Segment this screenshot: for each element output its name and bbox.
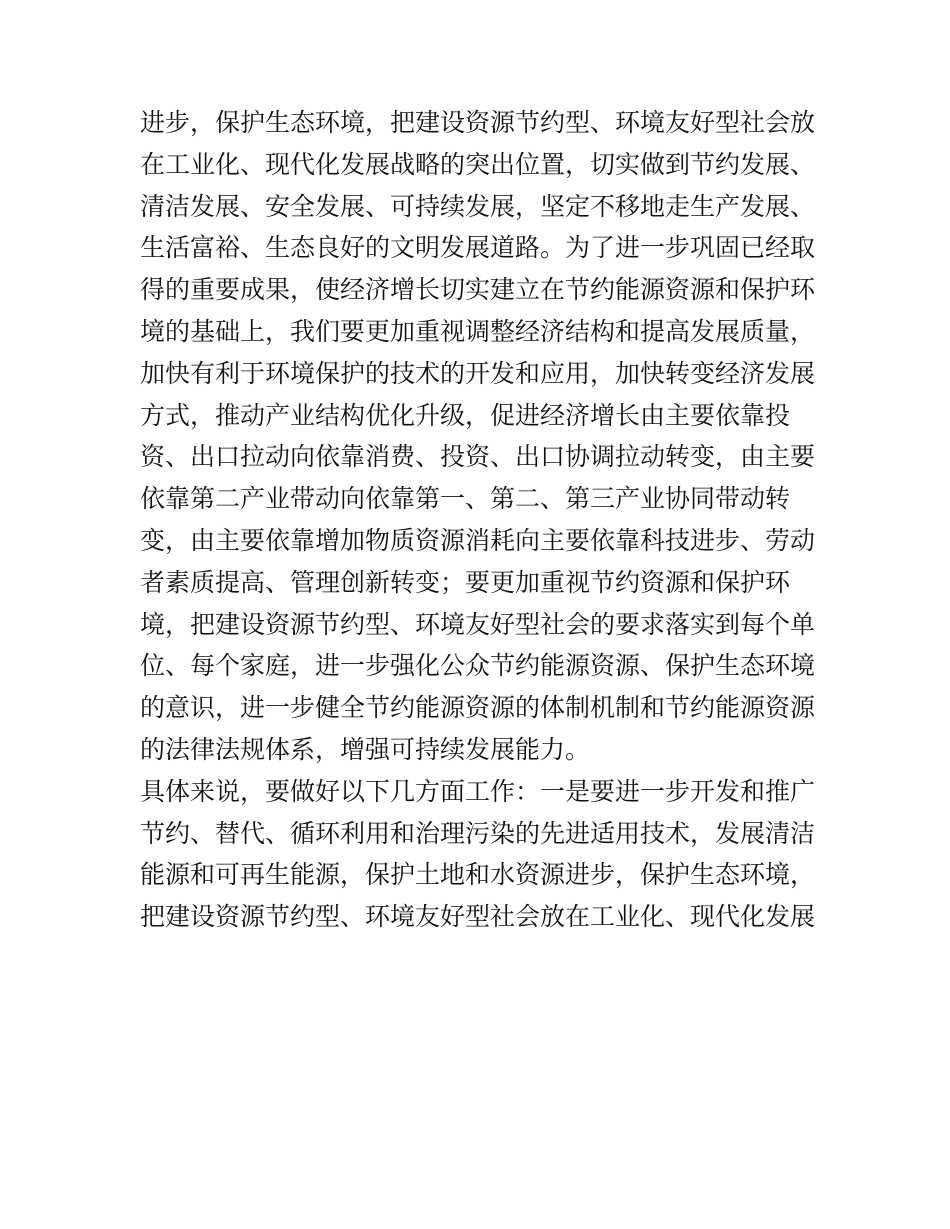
text-line: 清洁发展、安全发展、可持续发展，坚定不移地走生产发展、 bbox=[140, 191, 816, 221]
text-line: 位、每个家庭，进一步强化公众节约能源资源、保护生态环境 bbox=[140, 651, 816, 681]
text-line: 依靠第二产业带动向依靠第一、第二、第三产业协同带动转 bbox=[140, 484, 791, 514]
text-line: 境，把建设资源节约型、环境友好型社会的要求落实到每个单 bbox=[140, 609, 816, 639]
text-line: 生活富裕、生态良好的文明发展道路。为了进一步巩固已经取 bbox=[140, 233, 816, 263]
text-line: 在工业化、现代化发展战略的突出位置，切实做到节约发展、 bbox=[140, 149, 816, 179]
text-line: 节约、替代、循环利用和治理污染的先进适用技术，发展清洁 bbox=[140, 818, 816, 848]
text-line: 资、出口拉动向依靠消费、投资、出口协调拉动转变，由主要 bbox=[140, 442, 816, 472]
body-text bbox=[140, 102, 820, 938]
text-line: 把建设资源节约型、环境友好型社会放在工业化、现代化发展 bbox=[140, 902, 816, 932]
text-line: 进步，保护生态环境，把建设资源节约型、环境友好型社会放 bbox=[140, 108, 816, 137]
text-line: 加快有利于环境保护的技术的开发和应用，加快转变经济发展 bbox=[140, 358, 816, 388]
text-line: 得的重要成果，使经济增长切实建立在节约能源资源和保护环 bbox=[140, 275, 816, 305]
text-line: 的法律法规体系，增强可持续发展能力。 bbox=[140, 734, 591, 764]
text-line: 能源和可再生能源，保护土地和水资源进步，保护生态环境， bbox=[140, 860, 816, 890]
text-line: 方式，推动产业结构优化升级，促进经济增长由主要依靠投 bbox=[140, 400, 791, 430]
text-line: 具体来说，要做好以下几方面工作：一是要进一步开发和推广 bbox=[140, 776, 816, 806]
text-line: 变，由主要依靠增加物质资源消耗向主要依靠科技进步、劳动 bbox=[140, 525, 816, 555]
text-line: 境的基础上，我们要更加重视调整经济结构和提高发展质量， bbox=[140, 316, 816, 346]
text-line: 者素质提高、管理创新转变；要更加重视节约资源和保护环 bbox=[140, 567, 791, 597]
text-line: 的意识，进一步健全节约能源资源的体制机制和节约能源资源 bbox=[140, 693, 816, 723]
